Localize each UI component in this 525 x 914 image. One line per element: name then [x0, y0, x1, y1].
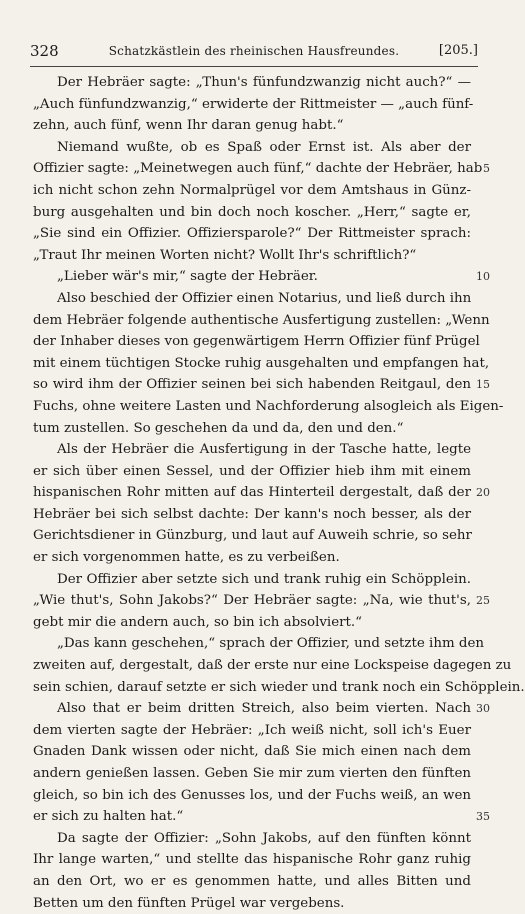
text-line: er sich vorgenommen hatte, es zu verbeißen.	[33, 550, 340, 566]
text-line: sein schien, darauf setzte er sich wieder und trank noch ein Schöpplein.	[33, 679, 525, 695]
text-line: „Sie sind ein Offizier. Offiziersparole?“ Der Rittmeister sprach:	[33, 226, 471, 242]
text-line: mit einem tüchtigen Stocke ruhig ausgehalten und empfangen hat,	[33, 355, 490, 371]
text-line: Der Hebräer sagte: „Thun's fünfundzwanzig nicht auch?“ —	[57, 75, 471, 90]
text-line: „Das kann geschehen,“ sprach der Offizier, und setzte ihm den	[57, 636, 485, 652]
text-line: zehn, auch fünf, wenn Ihr daran genug habt.“	[33, 118, 344, 134]
text-line: Also beschied der Offizier einen Notarius, und ließ durch ihn	[57, 290, 472, 306]
text-line: „Lieber wär's mir,“ sagte der Hebräer.	[57, 269, 318, 285]
text-line: er sich zu halten hat.“	[33, 809, 184, 825]
margin-line-number: 30	[476, 702, 490, 716]
text-line: dem Hebräer folgende authentische Ausfertigung zustellen: „Wenn	[33, 312, 490, 328]
margin-line-number: 10	[476, 270, 490, 284]
text-line: Gnaden Dank wissen oder nicht, daß Sie mich einen nach dem	[33, 744, 471, 760]
text-line: dem vierten sagte der Hebräer: „Ich weiß nicht, soll ich's Euer	[33, 722, 471, 738]
page-header	[30, 42, 478, 62]
text-line: Hebräer bei sich selbst dachte: Der kann's noch besser, als der	[33, 506, 471, 522]
text-line: Ihr lange warten,“ und stellte das hispanische Rohr ganz ruhig	[33, 852, 471, 868]
text-line: „Traut Ihr meinen Worten nicht? Wollt Ihr's schriftlich?“	[33, 247, 417, 263]
text-line: ich nicht schon zehn Normalprügel vor dem Amtshaus in Günz-	[33, 182, 471, 198]
text-line: gebt mir die andern auch, so bin ich absolviert.“	[33, 614, 363, 630]
text-line: gleich, so bin ich des Genusses los, und der Fuchs weiß, an wen	[33, 787, 471, 803]
text-line: Als der Hebräer die Ausfertigung in der Tasche hatte, legte	[57, 442, 471, 458]
margin-line-number: 15	[476, 378, 490, 392]
page-number: 328	[30, 42, 59, 60]
text-line: andern genießen lassen. Geben Sie mir zum vierten den fünften	[33, 766, 471, 781]
text-line: „Auch fünfundzwanzig,“ erwiderte der Rittmeister — „auch fünf-	[33, 96, 474, 112]
text-line: Offizier sagte: „Meinetwegen auch fünf,“ dachte der Hebräer, hab	[33, 161, 483, 177]
text-line: Der Offizier aber setzte sich und trank ruhig ein Schöpplein.	[57, 571, 471, 587]
text-line: Fuchs, ohne weitere Lasten und Nachforderung alsogleich als Eigen-	[33, 398, 504, 414]
page-reference: [205.]	[438, 43, 478, 58]
text-line: so wird ihm der Offizier seinen bei sich habenden Reitgaul, den	[33, 377, 471, 393]
header-rule	[30, 66, 478, 67]
text-line: Betten um den fünften Prügel war vergebens.	[33, 895, 345, 911]
text-line: der Inhaber dieses von gegenwärtigem Herrn Offizier fünf Prügel	[33, 334, 480, 350]
margin-line-number: 20	[476, 486, 490, 500]
text-line: hispanischen Rohr mitten auf das Hinterteil dergestalt, daß der	[33, 485, 471, 501]
text-line: Da sagte der Offizier: „Sohn Jakobs, auf den fünften könnt	[57, 830, 471, 846]
running-title: Schatzkästlein des rheinischen Hausfreundes.	[108, 44, 400, 58]
margin-line-number: 25	[476, 594, 490, 608]
text-line: Niemand wußte, ob es Spaß oder Ernst ist. Als aber der	[57, 139, 471, 155]
text-line: zweiten auf, dergestalt, daß der erste nur eine Lockspeise dagegen zu	[33, 658, 512, 674]
text-line: Gerichtsdiener in Günzburg, und laut auf Auweih schrie, so sehr	[33, 528, 472, 544]
text-line: „Wie thut's, Sohn Jakobs?“ Der Hebräer sagte: „Na, wie thut's,	[33, 593, 471, 609]
text-line: tum zustellen. So geschehen da und da, den und den.“	[33, 420, 404, 436]
text-line: Also that er beim dritten Streich, also beim vierten. Nach	[57, 701, 471, 717]
text-line: er sich über einen Sessel, und der Offizier hieb ihm mit einem	[33, 463, 471, 479]
text-line: burg ausgehalten und bin doch noch koscher. „Herr,“ sagte er,	[33, 204, 471, 220]
margin-line-number: 5	[483, 162, 490, 176]
margin-line-number: 35	[476, 810, 490, 824]
text-line: an den Ort, wo er es genommen hatte, und alles Bitten und	[33, 873, 471, 889]
